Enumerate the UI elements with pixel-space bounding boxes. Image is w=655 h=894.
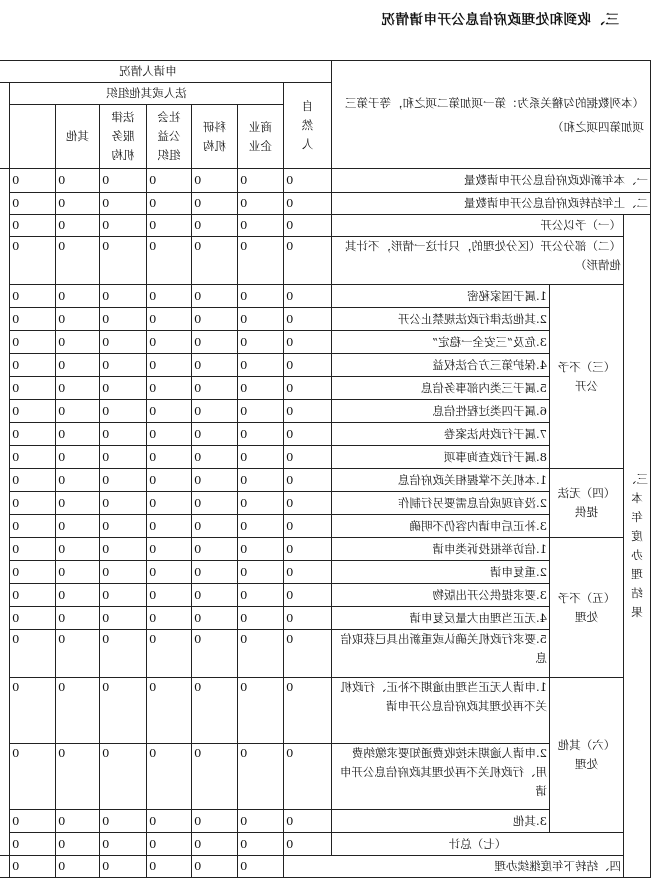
cell-value: 0	[10, 308, 56, 331]
cell-value: 0	[10, 833, 56, 856]
cell-value: 0	[238, 744, 284, 810]
cell-value: 0	[100, 285, 147, 308]
cell-value: 0	[10, 377, 56, 400]
row-label: 3.要求提供公开出版物	[332, 584, 550, 607]
cell-value: 0	[284, 833, 332, 856]
row-label: 4.保护第三方合法权益	[332, 354, 550, 377]
cell-value: 0	[147, 193, 192, 215]
cell-value: 0	[56, 833, 100, 856]
cell-value: 0	[100, 377, 147, 400]
cell-value: 0	[238, 678, 284, 744]
cell-value: 0	[10, 607, 56, 630]
cell-value: 0	[238, 810, 284, 833]
cell-value: 0	[10, 678, 56, 744]
cell-value: 0	[10, 215, 56, 237]
cell-value: 0	[192, 377, 238, 400]
legal-service-header: 法律服务机构	[100, 105, 147, 169]
cell-value: 0	[192, 607, 238, 630]
cell-value: 0	[56, 561, 100, 584]
disclosure-table	[0, 60, 651, 878]
cell-value: 0	[100, 469, 147, 492]
table-row	[0, 856, 651, 878]
row-label: 1.信访举报投诉类申请	[332, 538, 550, 561]
cell-value: 0	[10, 584, 56, 607]
cell-value	[0, 856, 10, 878]
cell-value: 0	[147, 630, 192, 678]
row-label: 5.要求行政机关确认或重新出具已获取信息	[332, 630, 550, 678]
cell-value: 0	[100, 169, 147, 193]
cell-value: 0	[10, 492, 56, 515]
commercial-header: 商业企业	[238, 105, 284, 169]
cell-value: 0	[56, 400, 100, 423]
cell-value: 0	[284, 561, 332, 584]
cell-value: 0	[10, 331, 56, 354]
group-label-not-processed: （五）不予处理	[550, 538, 624, 678]
cell-value: 0	[284, 584, 332, 607]
cell-value: 0	[284, 630, 332, 678]
cell-value: 0	[56, 469, 100, 492]
table-row	[0, 833, 651, 856]
cell-value: 0	[56, 538, 100, 561]
cell-value: 0	[10, 744, 56, 810]
cell-value: 0	[10, 237, 56, 285]
cell-value: 0	[284, 308, 332, 331]
cell-value: 0	[192, 833, 238, 856]
cell-value: 0	[238, 584, 284, 607]
cell-value: 0	[147, 423, 192, 446]
cell-value: 0	[238, 354, 284, 377]
cell-value: 0	[284, 469, 332, 492]
cell-value: 0	[238, 561, 284, 584]
cell-value: 0	[284, 515, 332, 538]
cell-value: 0	[238, 469, 284, 492]
cell-value: 0	[238, 331, 284, 354]
cell-value: 0	[10, 400, 56, 423]
cell-value: 0	[10, 515, 56, 538]
cell-value: 0	[284, 193, 332, 215]
cell-value: 0	[238, 833, 284, 856]
cell-value: 0	[10, 423, 56, 446]
cell-value: 0	[56, 423, 100, 446]
cell-value: 0	[147, 607, 192, 630]
cell-value: 0	[192, 193, 238, 215]
cell-value: 0	[10, 354, 56, 377]
cell-value: 0	[147, 833, 192, 856]
cell-value: 0	[238, 538, 284, 561]
cell-value: 0	[192, 584, 238, 607]
cell-value: 0	[284, 237, 332, 285]
cell-value: 0	[10, 285, 56, 308]
cell-value: 0	[238, 215, 284, 237]
row-label: 1.本机关不掌握相关政府信息	[332, 469, 550, 492]
cell-value: 0	[192, 630, 238, 678]
table-row	[0, 237, 651, 285]
cell-value: 0	[56, 584, 100, 607]
cell-value: 0	[192, 308, 238, 331]
cell-value: 0	[238, 377, 284, 400]
cell-value: 0	[192, 469, 238, 492]
cell-value: 0	[192, 561, 238, 584]
social-welfare-header: 社会公益组织	[147, 105, 192, 169]
row-label: 2.申请人逾期未按收费通知要求缴纳费用、行政机关不再处理其政府信息公开申请	[332, 744, 550, 810]
applicant-header: 申请人情况	[0, 61, 332, 83]
cell-value: 0	[192, 810, 238, 833]
cell-value: 0	[147, 308, 192, 331]
cell-value: 0	[147, 354, 192, 377]
cell-value: 0	[238, 308, 284, 331]
cell-value: 0	[284, 377, 332, 400]
legal-entities-header: 法人或其他组织	[10, 83, 284, 105]
cell-value: 0	[56, 607, 100, 630]
cell-value: 0	[10, 446, 56, 469]
section-title: 三、收到和处理政府信息公开申请情况	[381, 12, 619, 28]
cell-value: 0	[238, 169, 284, 193]
cell-value: 0	[284, 423, 332, 446]
other-header: 其他	[56, 105, 100, 169]
table-row	[0, 285, 651, 308]
cell-value: 0	[192, 446, 238, 469]
cell-value: 0	[56, 856, 100, 878]
cell-value: 0	[10, 630, 56, 678]
cell-value: 0	[100, 630, 147, 678]
cell-value: 0	[192, 744, 238, 810]
cell-value: 0	[192, 237, 238, 285]
table-row	[0, 469, 651, 492]
cell-value: 0	[56, 354, 100, 377]
row-label: 4.无正当理由大量反复申请	[332, 607, 550, 630]
cell-value: 0	[192, 538, 238, 561]
group-label-other-handling: （六）其他处理	[550, 678, 624, 833]
cell-value: 0	[100, 193, 147, 215]
cell-value: 0	[192, 331, 238, 354]
cell-value: 0	[192, 492, 238, 515]
cell-value: 0	[100, 833, 147, 856]
cell-value: 0	[100, 492, 147, 515]
cell-value: 0	[147, 744, 192, 810]
cell-value: 0	[100, 400, 147, 423]
cell-value: 0	[100, 678, 147, 744]
cell-value: 0	[147, 400, 192, 423]
cell-value: 0	[56, 630, 100, 678]
row-label: 2.其他法律行政法规禁止公开	[332, 308, 550, 331]
cell-value: 0	[100, 215, 147, 237]
cell-value: 0	[147, 538, 192, 561]
cell-value: 0	[10, 469, 56, 492]
cell-value: 0	[100, 561, 147, 584]
cell-value: 0	[238, 630, 284, 678]
cell-value: 0	[100, 744, 147, 810]
group-label-cannot-provide: （四）无法提供	[550, 469, 624, 538]
row-label: 7.属于行政执法案卷	[332, 423, 550, 446]
cell-value: 0	[100, 331, 147, 354]
cell-value: 0	[284, 169, 332, 193]
cell-value: 0	[284, 678, 332, 744]
cell-value: 0	[56, 492, 100, 515]
cell-value: 0	[56, 515, 100, 538]
cell-value: 0	[238, 237, 284, 285]
row-label: 2.重复申请	[332, 561, 550, 584]
table-row	[0, 678, 651, 744]
cell-value: 0	[147, 561, 192, 584]
cell-value: 0	[238, 492, 284, 515]
row-label: （二）部分公开（区分处理的，只计这一情形，不计其他情形）	[332, 237, 624, 285]
cell-value: 0	[56, 744, 100, 810]
cell-value: 0	[192, 678, 238, 744]
cell-value: 0	[56, 810, 100, 833]
natural-person-header: 自然人	[284, 83, 332, 169]
cell-value: 0	[100, 584, 147, 607]
cell-value: 0	[284, 285, 332, 308]
row-label: 一、本年新收政府信息公开申请数量	[332, 169, 651, 193]
cell-value: 0	[10, 561, 56, 584]
cell-value: 0	[238, 856, 284, 878]
cell-value: 0	[100, 237, 147, 285]
row-label: 四、结转下年度继续办理	[284, 856, 624, 878]
cell-value: 0	[56, 678, 100, 744]
cell-value: 0	[147, 856, 192, 878]
cell-value: 0	[192, 515, 238, 538]
cell-value: 0	[192, 423, 238, 446]
cell-value: 0	[192, 215, 238, 237]
cell-value: 0	[56, 377, 100, 400]
table-row	[0, 538, 651, 561]
cell-value: 0	[147, 678, 192, 744]
research-header: 科研机构	[192, 105, 238, 169]
cell-value: 0	[284, 446, 332, 469]
row-label: 3.补正后申请内容仍不明确	[332, 515, 550, 538]
row-label: 6.属于四类过程性信息	[332, 400, 550, 423]
cell-value: 0	[147, 584, 192, 607]
cell-value: 0	[238, 423, 284, 446]
cell-value: 0	[284, 215, 332, 237]
cell-value: 0	[10, 856, 56, 878]
cell-value: 0	[192, 354, 238, 377]
cell-value: 0	[147, 285, 192, 308]
row-label: 1.申请人无正当理由逾期不补正、行政机关不再处理其政府信息公开申请	[332, 678, 550, 744]
cell-value: 0	[238, 285, 284, 308]
table-row	[0, 193, 651, 215]
cell-value: 0	[100, 423, 147, 446]
table-row	[0, 169, 651, 193]
cell-value: 0	[56, 446, 100, 469]
cell-value: 0	[284, 810, 332, 833]
cell-value: 0	[147, 469, 192, 492]
row-label: （七）总计	[332, 833, 624, 856]
cell-value: 0	[10, 538, 56, 561]
column-note: （本列数据的勾稽关系为：第一项加第二项之和，等于第三项加第四项之和）	[332, 61, 651, 169]
cell-value: 0	[56, 237, 100, 285]
row-label: 3.其他	[332, 810, 550, 833]
cell-value: 0	[192, 400, 238, 423]
group-label-not-disclosed: （三）不予公开	[550, 285, 624, 469]
cell-value: 0	[284, 354, 332, 377]
table-row	[0, 215, 651, 237]
cell-value: 0	[238, 515, 284, 538]
cell-value: 0	[10, 169, 56, 193]
cell-value: 0	[192, 169, 238, 193]
row-label: 3.危及“三安全一稳定”	[332, 331, 550, 354]
cell-value: 0	[147, 169, 192, 193]
cell-value: 0	[147, 515, 192, 538]
row-label: （一）予以公开	[332, 215, 624, 237]
group-label-annual-results: 三、本年度办理结果	[624, 215, 651, 878]
cell-value: 0	[147, 215, 192, 237]
cell-value: 0	[56, 169, 100, 193]
cell-value: 0	[147, 810, 192, 833]
cell-value: 0	[10, 193, 56, 215]
row-label: 8.属于行政查询事项	[332, 446, 550, 469]
row-label: 二、上年结转政府信息公开申请数量	[332, 193, 651, 215]
cell-value: 0	[284, 607, 332, 630]
cell-value: 0	[56, 308, 100, 331]
cell-value: 0	[10, 810, 56, 833]
cell-value: 0	[192, 856, 238, 878]
cell-value: 0	[284, 492, 332, 515]
cell-value: 0	[56, 285, 100, 308]
cell-value: 0	[100, 538, 147, 561]
cell-value: 0	[147, 377, 192, 400]
cell-value: 0	[147, 492, 192, 515]
row-label: 5.属于三类内部事务信息	[332, 377, 550, 400]
total-header	[0, 83, 10, 169]
cell-value: 0	[147, 331, 192, 354]
cell-value: 0	[100, 354, 147, 377]
cell-value: 0	[100, 515, 147, 538]
cell-value: 0	[100, 607, 147, 630]
cell-value: 0	[147, 237, 192, 285]
cell-value: 0	[56, 215, 100, 237]
row-label: 2.没有现成信息需要另行制作	[332, 492, 550, 515]
cell-value: 0	[192, 285, 238, 308]
cell-value: 0	[100, 308, 147, 331]
cell-value: 0	[238, 607, 284, 630]
row-label: 1.属于国家秘密	[332, 285, 550, 308]
cell-value: 0	[100, 856, 147, 878]
cell-value: 0	[284, 331, 332, 354]
cell-value: 0	[100, 446, 147, 469]
cell-value: 0	[56, 193, 100, 215]
cell-value: 0	[238, 446, 284, 469]
cell-value: 0	[284, 744, 332, 810]
cell-value: 0	[284, 538, 332, 561]
cell-value: 0	[284, 400, 332, 423]
cell-value: 0	[100, 810, 147, 833]
cell-value: 0	[238, 400, 284, 423]
cell-value: 0	[56, 331, 100, 354]
cell-value: 0	[147, 446, 192, 469]
cell-value: 0	[238, 193, 284, 215]
